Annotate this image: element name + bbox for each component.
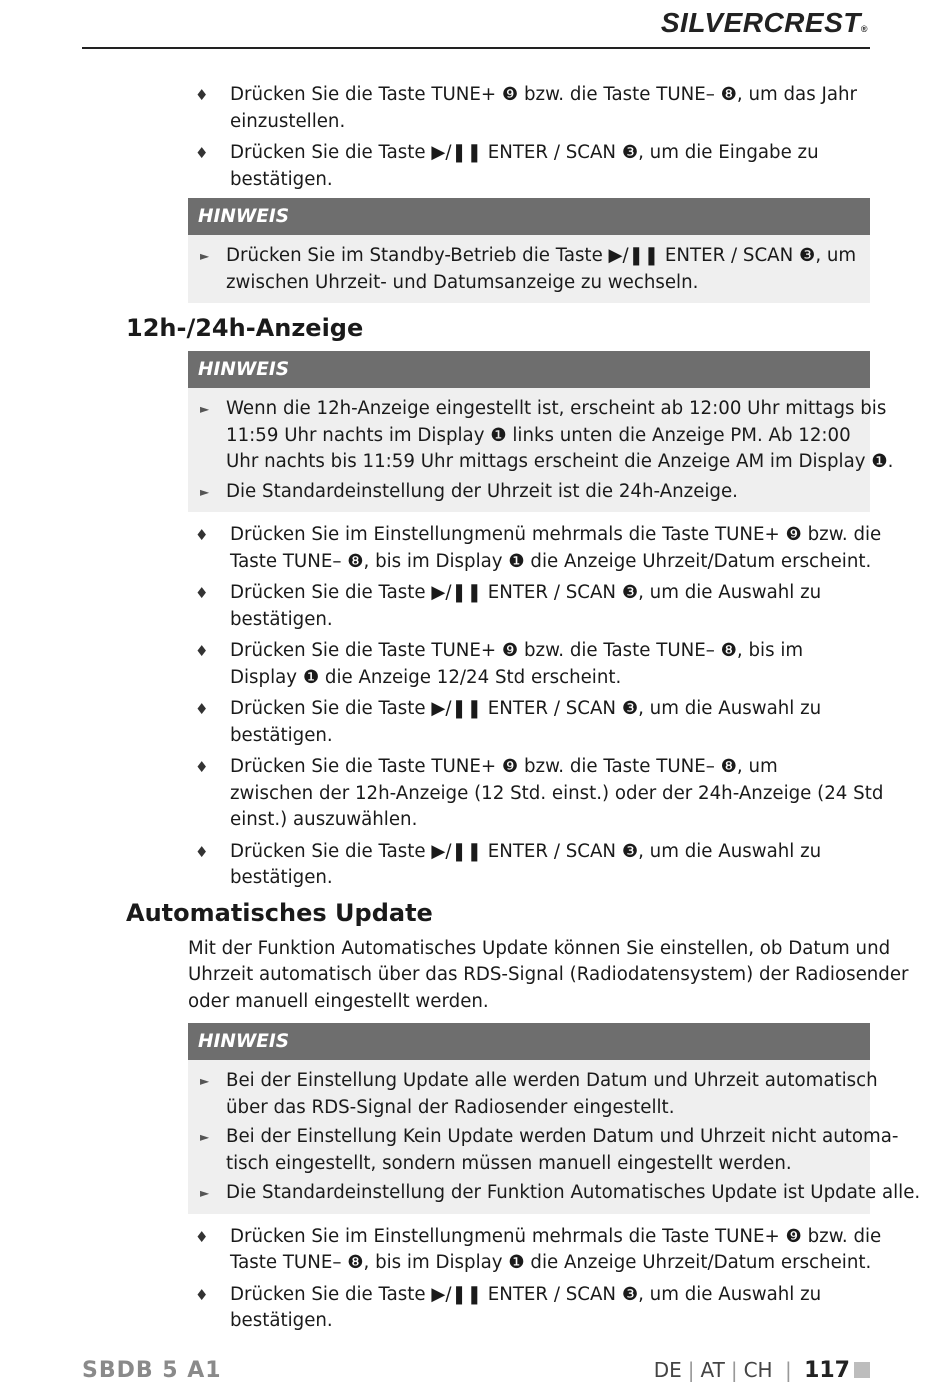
list-item: ♦ Drücken Sie die Taste ▶/❚❚ ENTER / SCAN ❸, um die Auswahl zu bestätigen. [195, 1283, 822, 1331]
note-heading: HINWEIS [188, 351, 870, 388]
page-content [0, 82, 950, 1340]
note-box [188, 1023, 921, 1214]
list-item: ♦ Drücken Sie die Taste ▶/❚❚ ENTER / SCAN ❸, um die Auswahl zu bestätigen. [195, 840, 822, 888]
list-item: ♦ Drücken Sie die Taste TUNE+ ❾ bzw. die Taste TUNE– ❽, bis im Display ❶ die Anzeige 12/24 Std erscheint. [195, 640, 804, 688]
list-item: ♦ Drücken Sie die Taste ▶/❚❚ ENTER / SCAN ❸, um die Eingabe zu bestätigen. [195, 142, 819, 190]
diamond-bullet-icon: ♦ [195, 584, 209, 602]
list-item: ♦ Drücken Sie die Taste TUNE+ ❾ bzw. die Taste TUNE– ❽, um das Jahr einzustellen. [195, 84, 857, 132]
note-item: ► Bei der Einstellung Update alle werden Datum und Uhrzeit automatisch über das RDS-Signal der Radiosender eingestellt. [200, 1070, 878, 1118]
intro-paragraph: Mit der Funktion Automatisches Update können Sie einstellen, ob Datum und Uhrzeit automatisch über das RDS-Signal (Radiodatensystem) der Radiosender oder manuell eingestellt werden. [188, 937, 909, 1012]
list-item: ♦ Drücken Sie im Einstellungmenü mehrmals die Taste TUNE+ ❾ bzw. die Taste TUNE– ❽, bis im Display ❶ die Anzeige Uhrzeit/Datum erscheint. [195, 524, 882, 572]
arrow-bullet-icon: ► [200, 402, 210, 416]
arrow-bullet-icon: ► [200, 1130, 210, 1144]
section-title: Automatisches Update [126, 898, 433, 927]
diamond-bullet-icon: ♦ [195, 144, 209, 162]
model-number: SBDB 5 A1 [82, 1358, 222, 1383]
diamond-bullet-icon: ♦ [195, 758, 209, 776]
top-bullet-list [0, 82, 950, 193]
arrow-bullet-icon: ► [200, 484, 210, 499]
diamond-bullet-icon: ♦ [195, 842, 209, 861]
page-number: 117 [804, 1358, 850, 1383]
arrow-bullet-icon: ► [200, 249, 210, 263]
note-item: ► Drücken Sie im Standby-Betrieb die Taste ▶/❚❚ ENTER / SCAN ❸, um zwischen Uhrzeit- und Datumsanzeige zu wechseln. [200, 245, 857, 293]
note-heading: HINWEIS [188, 1023, 870, 1060]
arrow-bullet-icon: ► [200, 1186, 210, 1200]
diamond-bullet-icon: ♦ [195, 642, 209, 660]
header-rule [82, 47, 870, 49]
country-code: CH [743, 1358, 773, 1382]
arrow-bullet-icon: ► [200, 1074, 210, 1088]
note-item: ► Bei der Einstellung Kein Update werden Datum und Uhrzeit nicht automa- tisch eingestellt, sondern müssen manuell eingestellt werden. [200, 1126, 899, 1174]
diamond-bullet-icon: ♦ [195, 700, 209, 718]
note-item: ► Die Standardeinstellung der Uhrzeit ist die 24h-Anzeige. [226, 479, 862, 506]
diamond-bullet-icon: ♦ [195, 526, 209, 544]
country-code: DE [653, 1358, 682, 1382]
country-code: AT [700, 1358, 725, 1382]
list-item: ♦ Drücken Sie die Taste TUNE+ ❾ bzw. die Taste TUNE– ❽, um zwischen der 12h-Anzeige (12 Std. einst.) oder der 24h-Anzeige (24 Std einst.) auszuwählen. [195, 756, 884, 830]
note-box [188, 351, 894, 512]
diamond-bullet-icon: ♦ [195, 1227, 209, 1246]
section-title: 12h-/24h-Anzeige [126, 314, 364, 342]
note-heading: HINWEIS [188, 198, 870, 235]
page-marker-icon [854, 1362, 870, 1378]
list-item: ♦ Drücken Sie im Einstellungmenü mehrmals die Taste TUNE+ ❾ bzw. die Taste TUNE– ❽, bis im Display ❶ die Anzeige Uhrzeit/Datum erscheint. [195, 1225, 882, 1273]
footer-page-info: DE | AT | CH | 117 [654, 1358, 870, 1383]
section1-bullet-list [0, 522, 950, 892]
diamond-bullet-icon: ♦ [195, 1285, 209, 1304]
brand-logo: SILVERCREST® [660, 7, 868, 38]
note-item: ► Wenn die 12h-Anzeige eingestellt ist, erscheint ab 12:00 Uhr mittags bis 11:59 Uhr nachts im Display ❶ links unten die Anzeige PM. Ab 12:00 Uhr nachts bis 11:59 Uhr mittags erscheint die Anzeige AM im Display ❶. [200, 398, 894, 472]
diamond-bullet-icon: ♦ [195, 86, 209, 104]
list-item: ♦ Drücken Sie die Taste ▶/❚❚ ENTER / SCAN ❸, um die Auswahl zu bestätigen. [195, 582, 822, 630]
section2-bullet-list [0, 1224, 950, 1335]
list-item: ♦ Drücken Sie die Taste ▶/❚❚ ENTER / SCAN ❸, um die Auswahl zu bestätigen. [195, 698, 822, 746]
note-item: ► Die Standardeinstellung der Funktion Automatisches Update ist Update alle. [226, 1180, 862, 1207]
note-box [188, 198, 870, 303]
